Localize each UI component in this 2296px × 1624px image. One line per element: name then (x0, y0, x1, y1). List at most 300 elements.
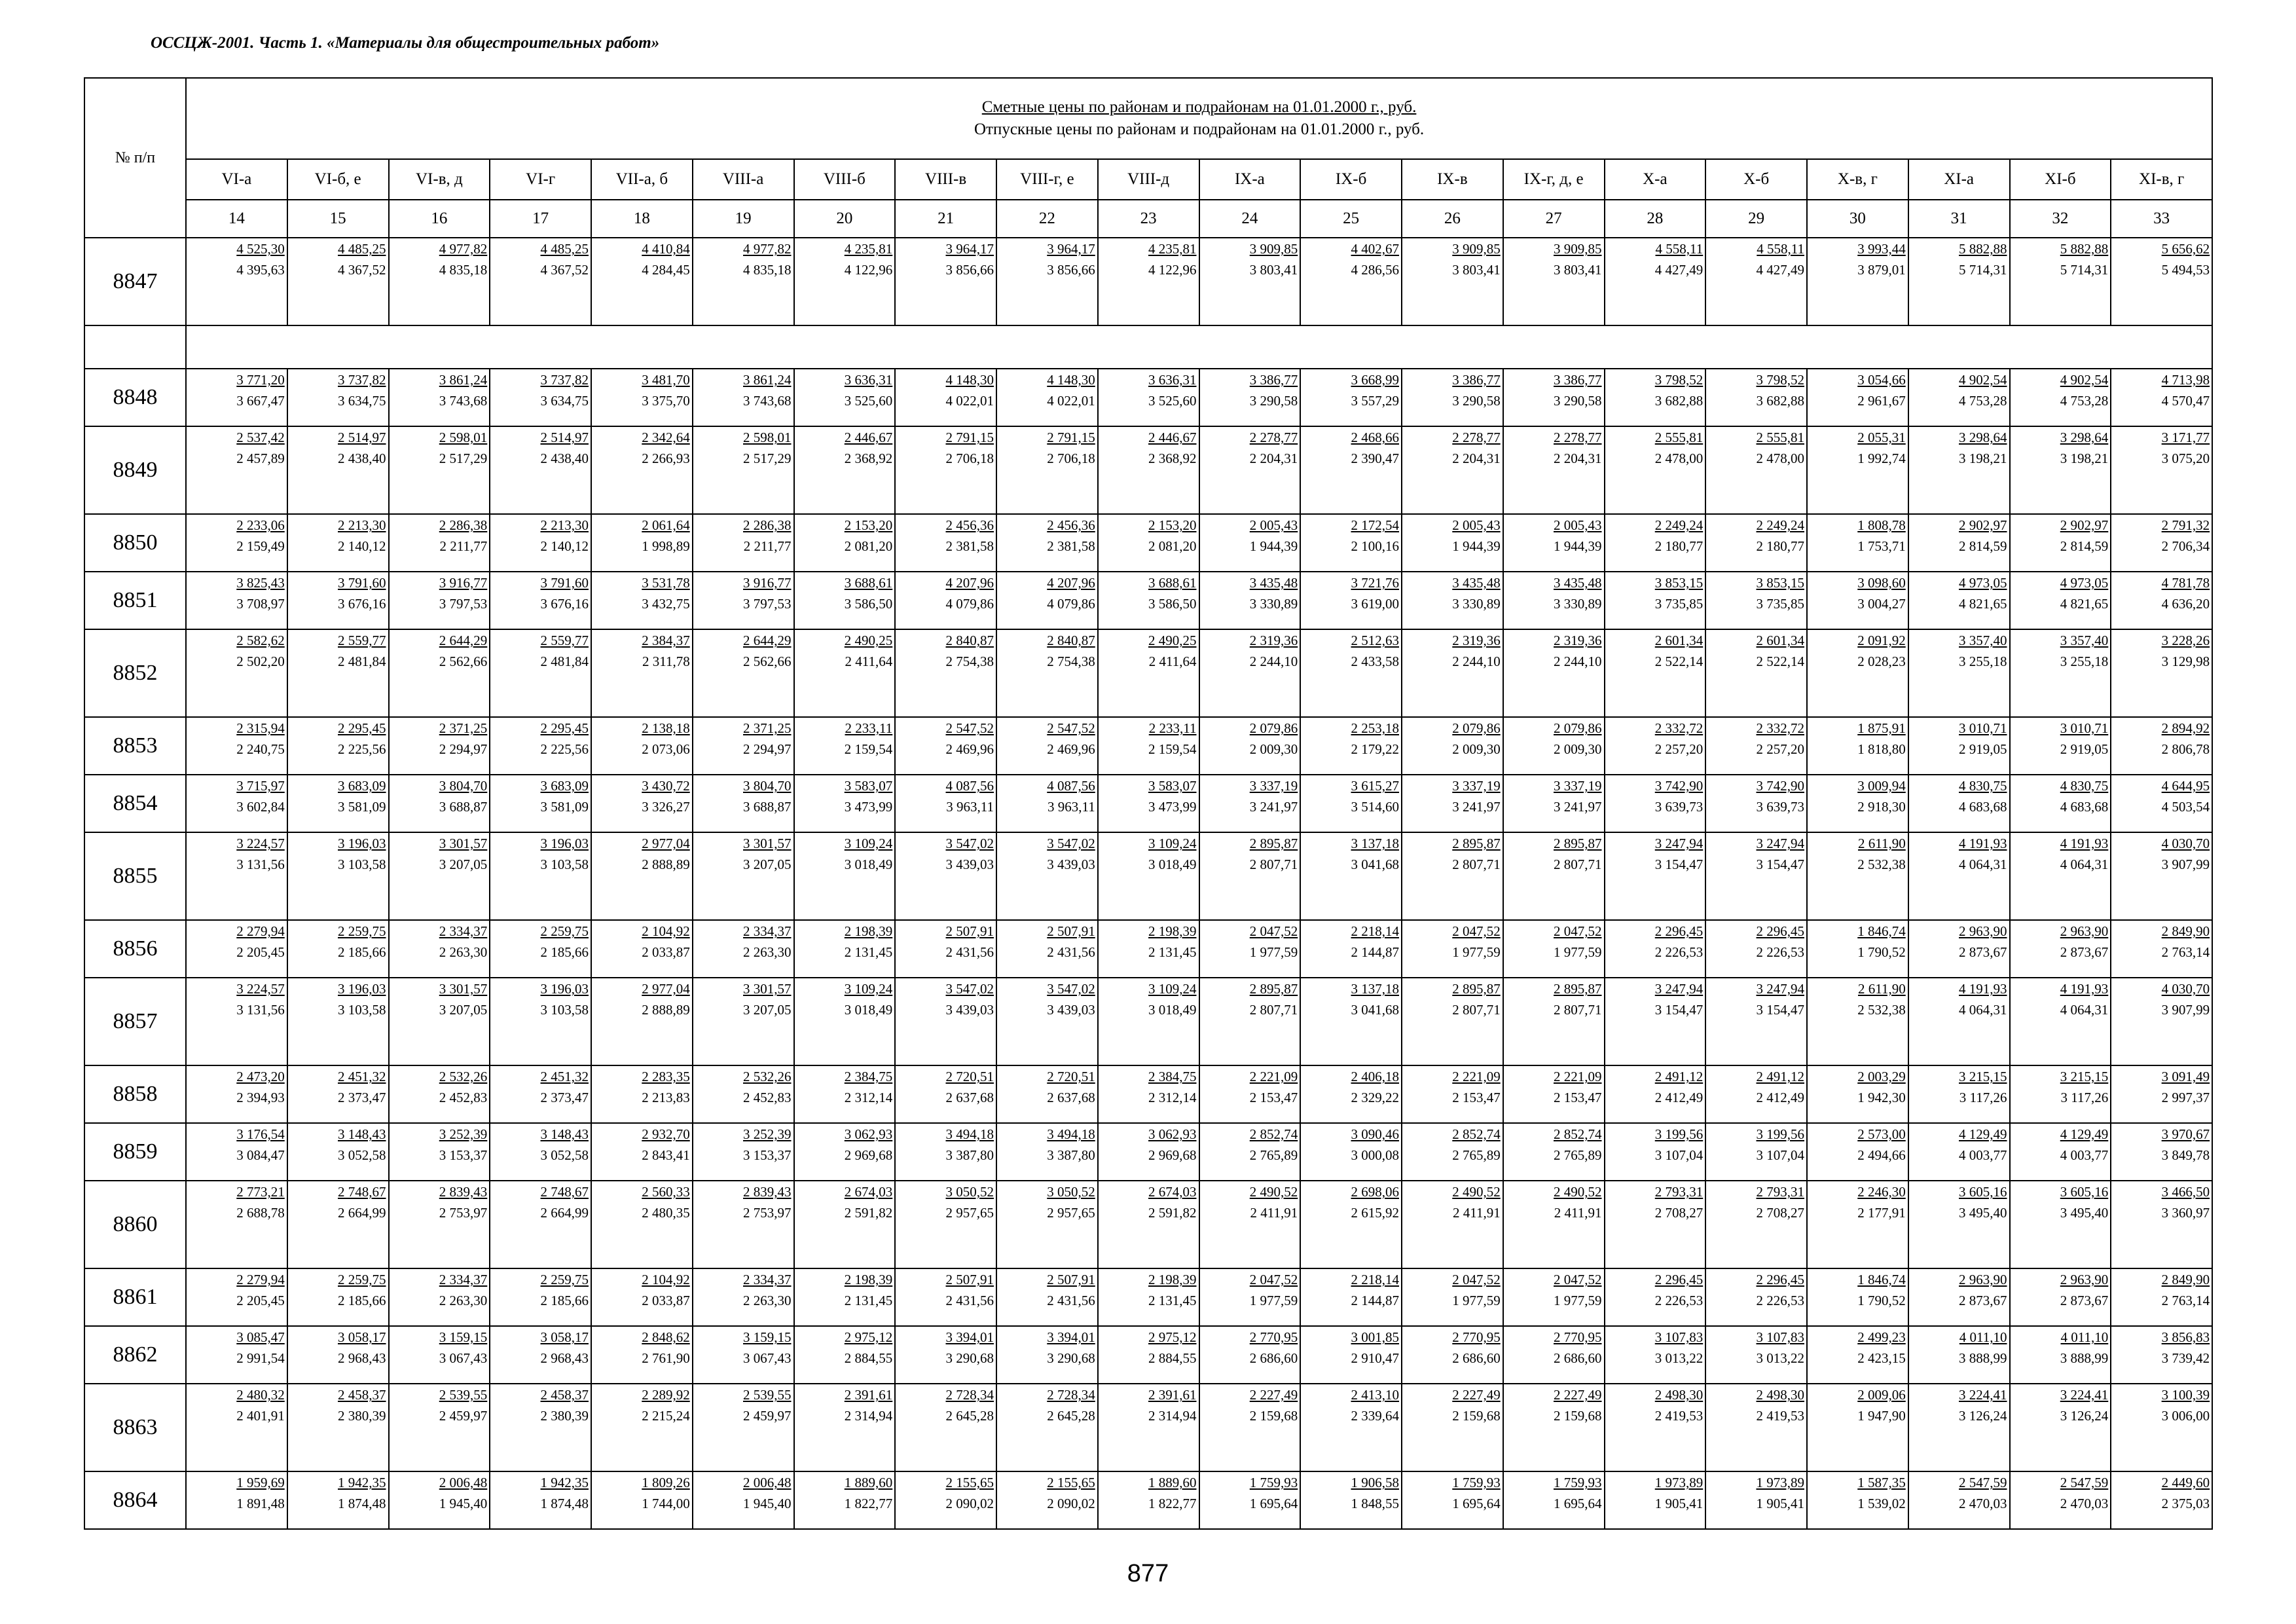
estimate-price: 2 674,03 (844, 1184, 893, 1200)
region-header: VIII-г, е (996, 159, 1098, 200)
price-cell (1098, 775, 1199, 832)
estimate-price: 4 207,96 (1047, 575, 1095, 591)
estimate-price: 3 435,48 (1249, 575, 1298, 591)
price-cell (490, 572, 591, 629)
estimate-price: 2 839,43 (439, 1184, 488, 1200)
release-price: 2 312,14 (844, 1090, 893, 1105)
price-cell (1807, 1123, 1908, 1181)
estimate-price: 3 825,43 (236, 575, 285, 591)
table-row (84, 369, 2212, 426)
release-price: 3 131,56 (236, 1002, 285, 1018)
estimate-price: 2 334,37 (743, 923, 792, 939)
price-cell (895, 572, 996, 629)
release-price: 2 185,66 (338, 944, 386, 960)
price-cell (1807, 1384, 1908, 1471)
price-cell (1807, 1326, 1908, 1384)
price-cell (1503, 1326, 1605, 1384)
estimate-price: 2 852,74 (1554, 1126, 1602, 1142)
release-price: 4 003,77 (1959, 1147, 2007, 1163)
price-cell (1199, 1123, 1301, 1181)
column-number: 15 (287, 200, 389, 238)
release-price: 2 204,31 (1554, 451, 1602, 466)
table-row (84, 1065, 2212, 1123)
price-cell (895, 1065, 996, 1123)
release-price: 2 159,68 (1249, 1408, 1298, 1424)
release-price: 3 241,97 (1554, 799, 1602, 815)
release-price: 2 226,53 (1756, 1293, 1804, 1308)
estimate-price: 5 656,62 (2161, 241, 2210, 257)
release-price: 4 636,20 (2161, 596, 2210, 612)
release-price: 2 884,55 (844, 1350, 893, 1366)
price-cell (1098, 920, 1199, 978)
release-price: 3 103,58 (540, 857, 589, 872)
estimate-price: 2 532,26 (743, 1069, 792, 1084)
price-cell (287, 1065, 389, 1123)
release-price: 2 888,89 (642, 857, 690, 872)
release-price: 3 803,41 (1249, 262, 1298, 278)
release-price: 2 159,54 (1148, 741, 1197, 757)
release-price: 2 807,71 (1554, 1002, 1602, 1018)
estimate-price: 2 259,75 (338, 1272, 386, 1287)
price-cell (693, 1384, 794, 1471)
estimate-price: 2 221,09 (1452, 1069, 1501, 1084)
price-cell (1402, 514, 1503, 572)
table-row (84, 629, 2212, 717)
estimate-price: 2 770,95 (1554, 1329, 1602, 1345)
estimate-price: 4 030,70 (2161, 981, 2210, 997)
release-price: 2 873,67 (2060, 1293, 2109, 1308)
estimate-price: 2 963,90 (2060, 1272, 2109, 1287)
price-cell (895, 920, 996, 978)
estimate-price: 2 006,48 (439, 1475, 488, 1490)
column-number: 32 (2010, 200, 2111, 238)
release-price: 4 570,47 (2161, 393, 2210, 409)
estimate-price: 3 909,85 (1249, 241, 1298, 257)
price-cell (287, 1471, 389, 1529)
price-cell (1402, 426, 1503, 514)
release-price: 2 394,93 (236, 1090, 285, 1105)
price-cell (794, 238, 896, 325)
release-price: 2 314,94 (844, 1408, 893, 1424)
release-price: 2 100,16 (1351, 538, 1399, 554)
estimate-price: 1 875,91 (1857, 720, 1906, 736)
release-price: 3 581,09 (338, 799, 386, 815)
release-price: 2 419,53 (1756, 1408, 1804, 1424)
release-price: 3 557,29 (1351, 393, 1399, 409)
price-cell (1605, 629, 1706, 717)
release-price: 1 695,64 (1249, 1496, 1298, 1511)
estimate-price: 4 087,56 (1047, 778, 1095, 794)
price-cell (1199, 572, 1301, 629)
price-cell (1807, 369, 1908, 426)
price-cell (1300, 1181, 1402, 1268)
price-cell (186, 978, 287, 1065)
estimate-price: 3 159,15 (439, 1329, 488, 1345)
release-price: 2 419,53 (1654, 1408, 1704, 1424)
estimate-price: 3 298,64 (2060, 430, 2109, 445)
price-cell (794, 572, 896, 629)
release-price: 2 814,59 (1959, 538, 2007, 554)
region-header: VIII-д (1098, 159, 1199, 200)
price-cell (2010, 1471, 2111, 1529)
price-cell (794, 629, 896, 717)
spacer-cell (84, 325, 186, 369)
estimate-price: 2 507,91 (1047, 923, 1095, 939)
estimate-price: 4 402,67 (1351, 241, 1399, 257)
release-price: 2 144,87 (1351, 944, 1399, 960)
estimate-price: 4 485,25 (338, 241, 386, 257)
release-price: 4 753,28 (2060, 393, 2109, 409)
price-cell (2010, 1384, 2111, 1471)
estimate-price: 2 547,52 (945, 720, 994, 736)
price-cell (591, 238, 693, 325)
price-cell (2111, 1471, 2212, 1529)
price-cell (591, 1065, 693, 1123)
estimate-price: 3 916,77 (743, 575, 792, 591)
estimate-price: 2 490,25 (1148, 633, 1197, 648)
estimate-price: 3 301,57 (743, 836, 792, 851)
release-price: 3 439,03 (945, 857, 994, 872)
region-header: X-б (1705, 159, 1807, 200)
estimate-price: 3 636,31 (844, 372, 893, 388)
price-cell (1199, 369, 1301, 426)
release-price: 1 822,77 (1148, 1496, 1197, 1511)
column-number: 26 (1402, 200, 1503, 238)
estimate-price: 3 853,15 (1756, 575, 1804, 591)
estimate-price: 2 895,87 (1249, 836, 1298, 851)
estimate-price: 3 001,85 (1351, 1329, 1399, 1345)
estimate-price: 1 889,60 (844, 1475, 893, 1490)
estimate-price: 3 547,02 (1047, 836, 1095, 851)
release-price: 1 944,39 (1452, 538, 1501, 554)
price-cell (591, 920, 693, 978)
release-price: 2 457,89 (236, 451, 285, 466)
estimate-price: 3 386,77 (1249, 372, 1298, 388)
estimate-price: 2 975,12 (1148, 1329, 1197, 1345)
price-cell (1705, 1181, 1807, 1268)
price-cell (287, 572, 389, 629)
price-cell (1605, 1471, 1706, 1529)
release-price: 3 018,49 (1148, 1002, 1197, 1018)
row-number: 8864 (84, 1471, 186, 1529)
release-price: 2 919,05 (2060, 741, 2109, 757)
estimate-price: 2 507,91 (1047, 1272, 1095, 1287)
price-cell (1908, 1123, 2010, 1181)
estimate-price: 2 213,30 (540, 517, 589, 533)
release-price: 1 753,71 (1857, 538, 1906, 554)
price-cell (693, 1268, 794, 1326)
release-price: 2 381,58 (1047, 538, 1095, 554)
estimate-price: 1 846,74 (1857, 923, 1906, 939)
price-cell (1503, 1123, 1605, 1181)
release-price: 3 207,05 (743, 1002, 792, 1018)
release-price: 3 075,20 (2161, 451, 2210, 466)
estimate-price: 1 942,35 (338, 1475, 386, 1490)
price-cell (1807, 1471, 1908, 1529)
price-cell (794, 369, 896, 426)
estimate-price: 2 848,62 (642, 1329, 690, 1345)
estimate-price: 2 674,03 (1148, 1184, 1197, 1200)
spacer-cell (186, 325, 2212, 369)
release-price: 3 103,58 (338, 857, 386, 872)
price-cell (895, 1326, 996, 1384)
release-price: 1 977,59 (1452, 944, 1501, 960)
price-cell (1605, 1065, 1706, 1123)
estimate-price: 4 781,78 (2161, 575, 2210, 591)
release-price: 2 452,83 (439, 1090, 488, 1105)
release-price: 2 401,91 (236, 1408, 285, 1424)
price-cell (1807, 629, 1908, 717)
estimate-price: 2 047,52 (1554, 923, 1602, 939)
estimate-price: 4 011,10 (2060, 1329, 2109, 1345)
release-price: 3 375,70 (642, 393, 690, 409)
price-cell (389, 1181, 490, 1268)
release-price: 2 884,55 (1148, 1350, 1197, 1366)
estimate-price: 3 199,56 (1654, 1126, 1704, 1142)
estimate-price: 3 683,09 (540, 778, 589, 794)
estimate-price: 2 491,12 (1654, 1069, 1704, 1084)
release-price: 3 849,78 (2161, 1147, 2210, 1163)
estimate-price: 2 555,81 (1756, 430, 1804, 445)
estimate-price: 3 357,40 (2060, 633, 2109, 648)
price-cell (2111, 1065, 2212, 1123)
table-row (84, 1123, 2212, 1181)
price-cell (1503, 1268, 1605, 1326)
estimate-price: 3 148,43 (540, 1126, 589, 1142)
price-cell (693, 1471, 794, 1529)
release-price: 4 367,52 (540, 262, 589, 278)
price-cell (794, 775, 896, 832)
price-cell (1098, 1384, 1199, 1471)
price-cell (186, 832, 287, 920)
release-price: 2 532,38 (1857, 1002, 1906, 1018)
release-price: 2 969,68 (1148, 1147, 1197, 1163)
price-cell (186, 572, 287, 629)
estimate-price: 2 198,39 (844, 923, 893, 939)
row-number: 8848 (84, 369, 186, 426)
estimate-price: 4 235,81 (844, 241, 893, 257)
release-price: 1 891,48 (236, 1496, 285, 1511)
release-price: 4 079,86 (1047, 596, 1095, 612)
estimate-price: 2 259,75 (540, 1272, 589, 1287)
price-cell (490, 1181, 591, 1268)
estimate-price: 2 559,77 (338, 633, 386, 648)
release-price: 2 765,89 (1554, 1147, 1602, 1163)
release-price: 2 373,47 (338, 1090, 386, 1105)
estimate-price: 3 109,24 (1148, 836, 1197, 851)
document-header: ОССЦЖ-2001. Часть 1. «Материалы для общестроительных работ» (151, 34, 660, 52)
price-cell (693, 775, 794, 832)
release-price: 2 226,53 (1654, 1293, 1704, 1308)
release-price: 2 266,93 (642, 451, 690, 466)
estimate-price: 2 975,12 (844, 1329, 893, 1345)
price-cell (1199, 1384, 1301, 1471)
column-number: 28 (1605, 200, 1706, 238)
release-price: 3 525,60 (1148, 393, 1197, 409)
release-price: 2 664,99 (540, 1205, 589, 1221)
estimate-price: 2 458,37 (540, 1387, 589, 1403)
release-price: 1 977,59 (1249, 944, 1298, 960)
price-cell (490, 1268, 591, 1326)
row-number: 8861 (84, 1268, 186, 1326)
price-cell (1402, 1065, 1503, 1123)
release-price: 3 153,37 (439, 1147, 488, 1163)
price-cell (186, 238, 287, 325)
column-number: 24 (1199, 200, 1301, 238)
release-price: 3 018,49 (844, 857, 893, 872)
release-price: 1 944,39 (1249, 538, 1298, 554)
estimate-price: 2 233,06 (236, 517, 285, 533)
table-row (84, 1384, 2212, 1471)
release-price: 1 977,59 (1249, 1293, 1298, 1308)
estimate-price: 3 430,72 (642, 778, 690, 794)
estimate-price: 2 849,90 (2161, 1272, 2210, 1287)
release-price: 2 517,29 (439, 451, 488, 466)
price-cell (1605, 1384, 1706, 1471)
release-price: 2 081,20 (844, 538, 893, 554)
release-price: 3 041,68 (1351, 1002, 1399, 1018)
release-price: 2 754,38 (945, 654, 994, 669)
price-cell (693, 1065, 794, 1123)
price-cell (1705, 1384, 1807, 1471)
price-cell (794, 1181, 896, 1268)
price-cell (1908, 369, 2010, 426)
release-price: 2 153,47 (1452, 1090, 1501, 1105)
release-prices-title: Отпускные цены по районам и подрайонам на 01.01.2000 г., руб. (974, 120, 1425, 138)
price-cell (2010, 717, 2111, 775)
estimate-price: 3 494,18 (945, 1126, 994, 1142)
price-cell (996, 832, 1098, 920)
estimate-price: 2 560,33 (642, 1184, 690, 1200)
price-cell (1098, 1065, 1199, 1123)
price-cell (1908, 514, 2010, 572)
release-price: 2 708,27 (1756, 1205, 1804, 1221)
row-number: 8854 (84, 775, 186, 832)
estimate-price: 2 601,34 (1654, 633, 1704, 648)
estimate-price: 2 278,77 (1554, 430, 1602, 445)
price-cell (389, 1268, 490, 1326)
release-price: 2 411,91 (1554, 1205, 1602, 1221)
price-cell (186, 1268, 287, 1326)
price-cell (1199, 978, 1301, 1065)
table-row (84, 717, 2212, 775)
estimate-price: 3 615,27 (1351, 778, 1399, 794)
price-cell (996, 1268, 1098, 1326)
release-price: 2 765,89 (1249, 1147, 1298, 1163)
estimate-price: 3 196,03 (540, 981, 589, 997)
release-price: 3 207,05 (439, 1002, 488, 1018)
price-cell (2010, 629, 2111, 717)
price-cell (1503, 717, 1605, 775)
release-price: 3 743,68 (743, 393, 792, 409)
release-price: 2 412,49 (1756, 1090, 1804, 1105)
release-price: 4 835,18 (743, 262, 792, 278)
price-cell (1300, 1123, 1402, 1181)
price-cell (996, 1326, 1098, 1384)
release-price: 2 380,39 (338, 1408, 386, 1424)
estimate-price: 2 793,31 (1654, 1184, 1704, 1200)
table-row (84, 1181, 2212, 1268)
region-header: VII-а, б (591, 159, 693, 200)
release-price: 2 645,28 (1047, 1408, 1095, 1424)
price-cell (389, 1065, 490, 1123)
price-cell (1503, 369, 1605, 426)
release-price: 4 284,45 (642, 262, 690, 278)
release-price: 1 848,55 (1351, 1496, 1399, 1511)
estimate-price: 2 079,86 (1249, 720, 1298, 736)
estimate-price: 2 514,97 (338, 430, 386, 445)
release-price: 3 013,22 (1654, 1350, 1704, 1366)
estimate-price: 4 235,81 (1148, 241, 1197, 257)
price-cell (1605, 238, 1706, 325)
estimate-price: 2 491,12 (1756, 1069, 1804, 1084)
release-price: 2 957,65 (1047, 1205, 1095, 1221)
release-price: 3 907,99 (2161, 857, 2210, 872)
region-header: XI-в, г (2111, 159, 2212, 200)
price-cell (1199, 832, 1301, 920)
release-price: 2 159,54 (844, 741, 893, 757)
price-cell (794, 1471, 896, 1529)
estimate-price: 3 547,02 (1047, 981, 1095, 997)
release-price: 2 637,68 (945, 1090, 994, 1105)
region-header: XI-а (1908, 159, 2010, 200)
release-price: 2 431,56 (945, 944, 994, 960)
release-price: 2 688,78 (236, 1205, 285, 1221)
price-cell (693, 238, 794, 325)
estimate-price: 2 342,64 (642, 430, 690, 445)
estimate-price: 2 507,91 (945, 923, 994, 939)
price-cell (2111, 514, 2212, 572)
estimate-price: 2 490,52 (1452, 1184, 1501, 1200)
release-price: 2 502,20 (236, 654, 285, 669)
estimate-price: 2 104,92 (642, 923, 690, 939)
price-cell (1908, 426, 2010, 514)
estimate-price: 3 688,61 (844, 575, 893, 591)
release-price: 2 140,12 (338, 538, 386, 554)
release-price: 2 263,30 (439, 1293, 488, 1308)
price-cell (1605, 369, 1706, 426)
estimate-price: 2 902,97 (2060, 517, 2109, 533)
estimate-price: 3 010,71 (1959, 720, 2007, 736)
release-price: 2 211,77 (439, 538, 488, 554)
price-cell (1503, 1384, 1605, 1471)
release-price: 2 918,30 (1857, 799, 1906, 815)
price-cell (794, 1065, 896, 1123)
price-cell (2111, 572, 2212, 629)
price-cell (1605, 1326, 1706, 1384)
release-price: 4 122,96 (844, 262, 893, 278)
release-price: 2 153,47 (1554, 1090, 1602, 1105)
release-price: 3 255,18 (1959, 654, 2007, 669)
price-cell (1402, 920, 1503, 978)
estimate-price: 3 050,52 (1047, 1184, 1095, 1200)
estimate-price: 3 062,93 (1148, 1126, 1197, 1142)
estimate-price: 1 906,58 (1351, 1475, 1399, 1490)
estimate-price: 2 009,06 (1857, 1387, 1906, 1403)
release-price: 1 977,59 (1554, 944, 1602, 960)
estimate-price: 3 993,44 (1857, 241, 1906, 257)
price-cell (895, 629, 996, 717)
price-cell (1807, 775, 1908, 832)
price-cell (2010, 978, 2111, 1065)
estimate-price: 4 410,84 (642, 241, 690, 257)
estimate-price: 3 583,07 (1148, 778, 1197, 794)
release-price: 2 375,03 (2161, 1496, 2210, 1511)
price-cell (490, 920, 591, 978)
region-header: VIII-в (895, 159, 996, 200)
release-price: 3 676,16 (540, 596, 589, 612)
release-price: 2 431,56 (1047, 1293, 1095, 1308)
